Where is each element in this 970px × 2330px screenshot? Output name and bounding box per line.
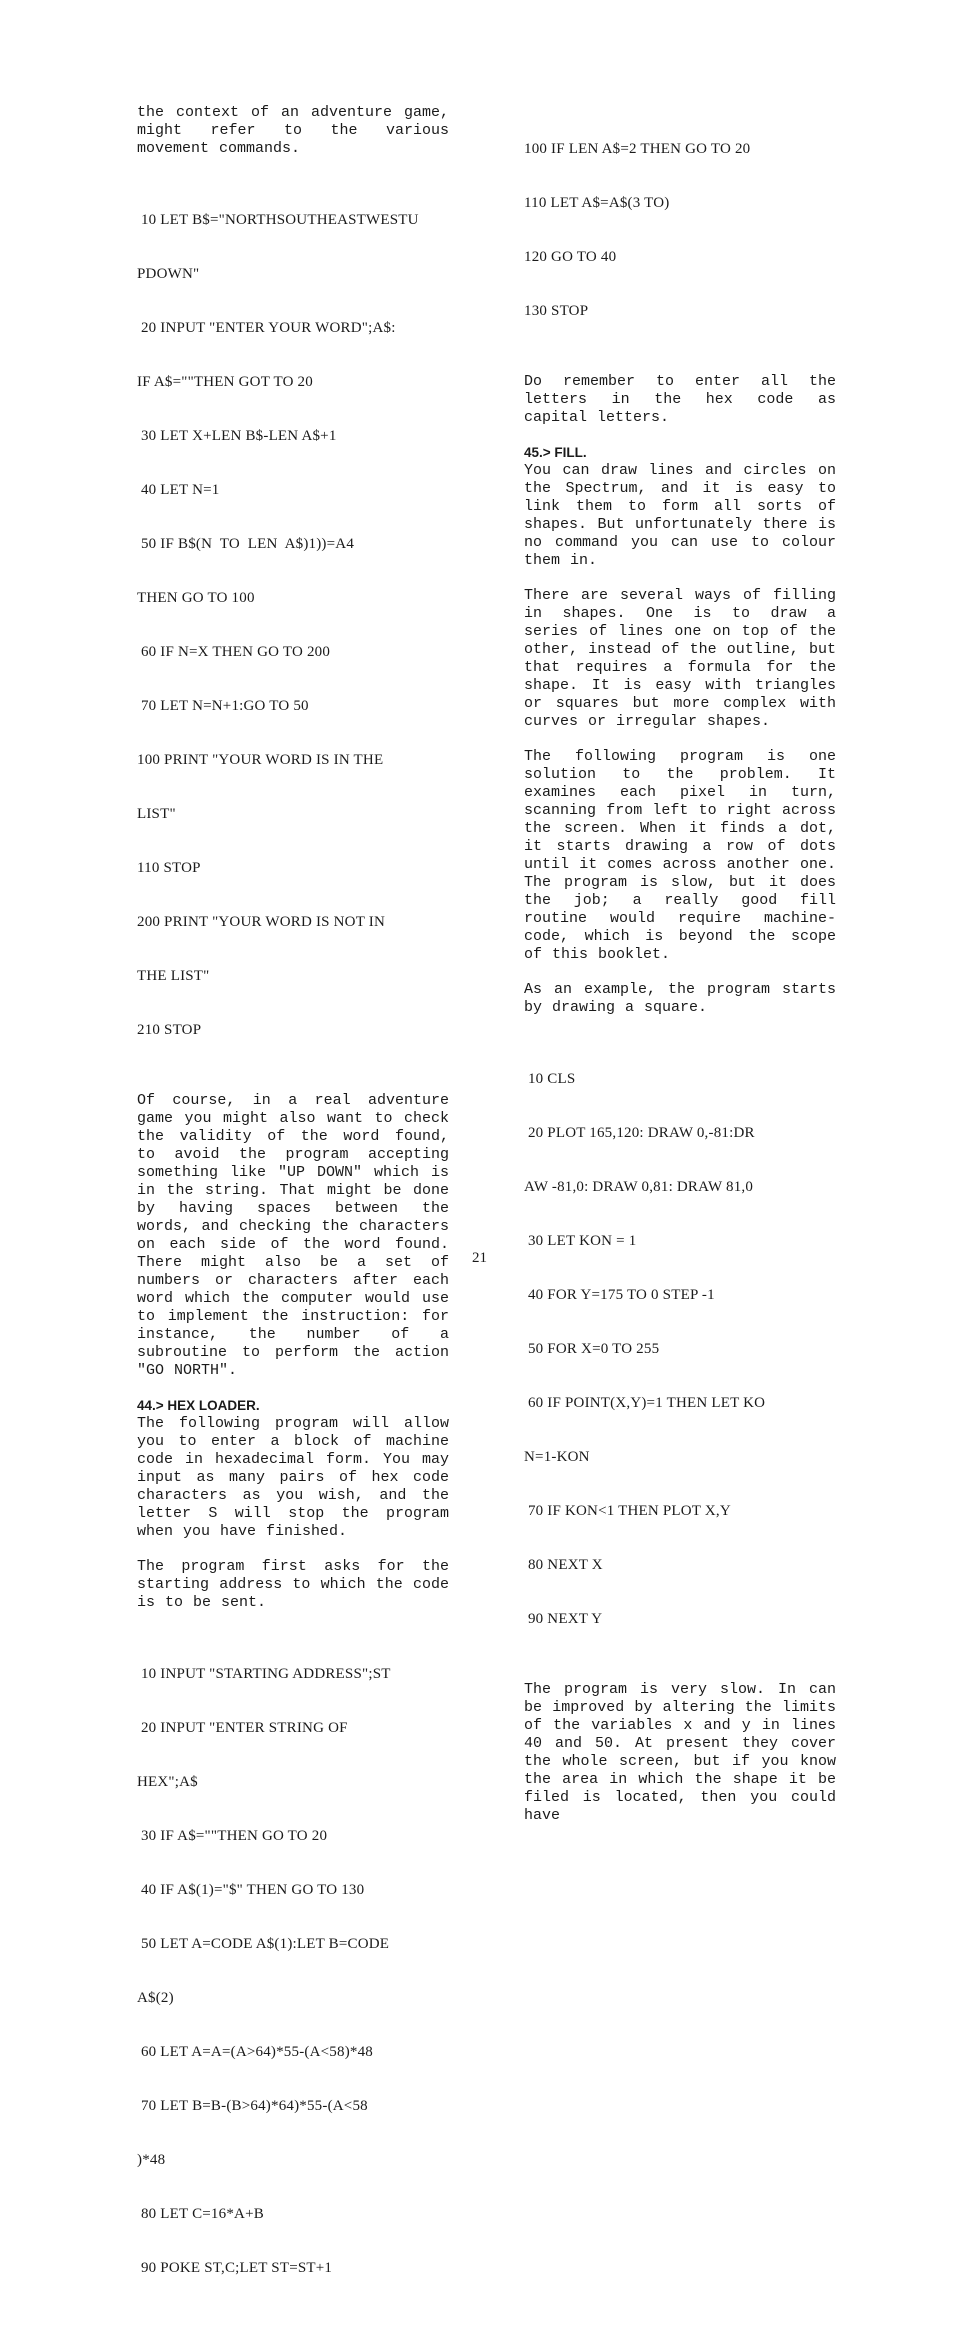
word-search-program	[137, 175, 449, 1075]
code-line: 20 INPUT "ENTER STRING OF	[137, 1720, 348, 1736]
code-line: A$(2)	[137, 1990, 174, 2006]
code-line: 80 NEXT X	[524, 1557, 603, 1573]
page-number: 21	[472, 1250, 487, 1266]
code-line: 30 LET KON = 1	[524, 1233, 637, 1249]
code-line: 60 IF POINT(X,Y)=1 THEN LET KO	[524, 1395, 766, 1411]
fill-solution-paragraph: The following program is one solution to the problem. It examines each pixel in turn, scanning from left to right across the screen. When it finds a dot, it starts drawing a row of dots until it comes across another one. The program is slow, but it does the job; a really good fill routine would require machine-code, which is beyond the scope of this booklet.	[524, 748, 836, 963]
code-line: N=1-KON	[524, 1449, 590, 1465]
code-line: 100 PRINT "YOUR WORD IS IN THE	[137, 752, 384, 768]
code-line: 30 IF A$=""THEN GO TO 20	[137, 1828, 328, 1844]
code-line: LIST"	[137, 806, 176, 822]
code-line: AW -81,0: DRAW 0,81: DRAW 81,0	[524, 1179, 754, 1195]
code-line: 210 STOP	[137, 1022, 202, 1038]
code-line: 110 STOP	[137, 860, 201, 876]
code-line: 20 INPUT "ENTER YOUR WORD";A$:	[137, 320, 396, 336]
section-heading: 45.> FILL.	[524, 445, 587, 460]
square-example-paragraph: As an example, the program starts by drawing a square.	[524, 981, 836, 1016]
code-line: 130 STOP	[524, 303, 589, 319]
code-line: 10 INPUT "STARTING ADDRESS";ST	[137, 1666, 391, 1682]
fill-program	[524, 1034, 836, 1664]
code-line: 40 FOR Y=175 TO 0 STEP -1	[524, 1287, 715, 1303]
code-line: )*48	[137, 2152, 166, 2168]
code-line: THE LIST"	[137, 968, 210, 984]
section-45	[524, 444, 836, 570]
capital-letters-paragraph: Do remember to enter all the letters in the hex code as capital letters.	[524, 373, 836, 426]
left-column	[137, 104, 449, 2330]
code-line: 70 LET N=N+1:GO TO 50	[137, 698, 309, 714]
code-line: 30 LET X+LEN B$-LEN A$+1	[137, 428, 337, 444]
section-44	[137, 1397, 449, 1541]
section-heading: 44.> HEX LOADER.	[137, 1398, 260, 1413]
filling-ways-paragraph: There are several ways of filling in shapes. One is to draw a series of lines one on top of the other, instead of the outline, but that requires a formula for the shape. It is easy with triangles or squares but more complex with curves or irregular shapes.	[524, 587, 836, 730]
code-line: 70 LET B=B-(B>64)*64)*55-(A<58	[137, 2098, 368, 2114]
code-line: HEX";A$	[137, 1774, 198, 1790]
code-line: IF A$=""THEN GOT TO 20	[137, 374, 313, 390]
code-line: 60 IF N=X THEN GO TO 200	[137, 644, 331, 660]
code-line: 80 LET C=16*A+B	[137, 2206, 264, 2222]
code-line: 10 CLS	[524, 1071, 576, 1087]
code-line: THEN GO TO 100	[137, 590, 255, 606]
code-line: 40 LET N=1	[137, 482, 220, 498]
right-column	[524, 104, 836, 1842]
code-line: 40 IF A$(1)="$" THEN GO TO 130	[137, 1882, 365, 1898]
hex-loader-program	[137, 1629, 449, 2313]
starting-address-paragraph: The program first asks for the starting address to which the code is to be sent.	[137, 1558, 449, 1611]
code-line: 20 PLOT 165,120: DRAW 0,-81:DR	[524, 1125, 755, 1141]
code-line: 90 POKE ST,C;LET ST=ST+1	[137, 2260, 333, 2276]
code-line: PDOWN"	[137, 266, 200, 282]
code-line: 200 PRINT "YOUR WORD IS NOT IN	[137, 914, 385, 930]
code-line: 10 LET B$="NORTHSOUTHEASTWESTU	[137, 212, 419, 228]
hex-loader-program-continued	[524, 104, 836, 356]
code-line: 100 IF LEN A$=2 THEN GO TO 20	[524, 141, 751, 157]
adventure-validity-paragraph: Of course, in a real adventure game you might also want to check the validity of the word found, to avoid the program accepting something like "UP DOWN" which is in the string. That might be done by having spaces between the words, and checking the characters on each side of the word found. There might also be a set of numbers or characters after each word which the computer would use to implement the instruction: for instance, the number of a subroutine to perform the action "GO NORTH".	[137, 1092, 449, 1379]
code-line: 50 IF B$(N TO LEN A$)1))=A4	[137, 536, 355, 552]
code-line: 50 FOR X=0 TO 255	[524, 1341, 660, 1357]
fill-intro-paragraph: You can draw lines and circles on the Spectrum, and it is easy to link them to form all sorts of shapes. But unfortunately there is no command you can use to colour them in.	[524, 462, 836, 569]
code-line: 50 LET A=CODE A$(1):LET B=CODE	[137, 1936, 390, 1952]
intro-paragraph: the context of an adventure game, might refer to the various movement commands.	[137, 104, 449, 157]
hex-loader-paragraph: The following program will allow you to enter a block of machine code in hexadecimal form. You may input as many pairs of hex code characters as you wish, and the letter S will stop the program when you have finished.	[137, 1415, 449, 1540]
code-line: 90 NEXT Y	[524, 1611, 603, 1627]
code-line: 120 GO TO 40	[524, 249, 617, 265]
code-line: 110 LET A$=A$(3 TO)	[524, 195, 670, 211]
code-line: 60 LET A=A=(A>64)*55-(A<58)*48	[137, 2044, 373, 2060]
code-line: 70 IF KON<1 THEN PLOT X,Y	[524, 1503, 731, 1519]
performance-paragraph: The program is very slow. In can be improved by altering the limits of the variables x and y in lines 40 and 50. At present they cover the whole screen, but if you know the area in which the shape it be filed is located, then you could have	[524, 1681, 836, 1824]
